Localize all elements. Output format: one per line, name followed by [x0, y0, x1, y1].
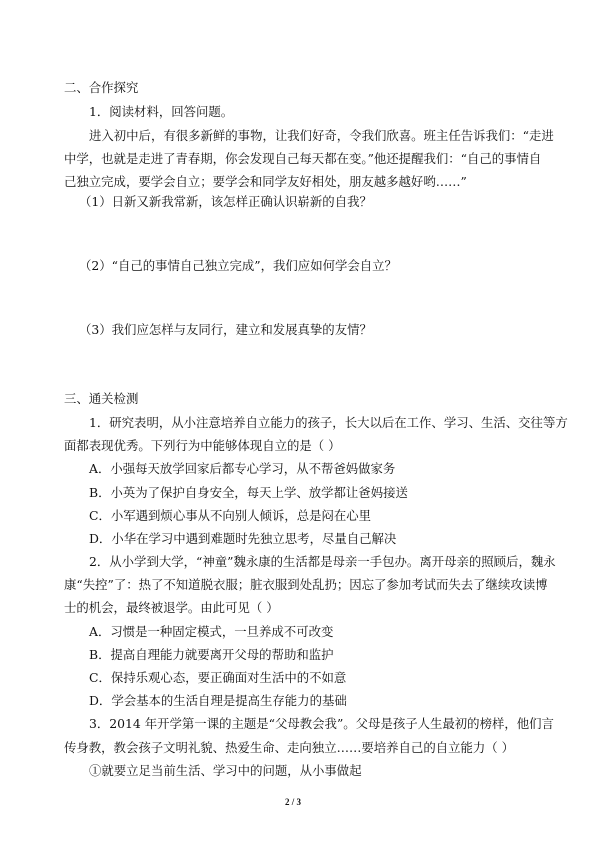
question-1-prompt: 1．阅读材料，回答问题。: [89, 104, 234, 119]
section-heading-cooperative-inquiry: 二、合作探究: [64, 80, 139, 95]
answer-option: D．学会基本的生活自理是提高生存能力的基础: [89, 693, 347, 708]
answer-option: C．保持乐观心态，要正确面对生活中的不如意: [89, 670, 347, 685]
material-line: 进入初中后，有很多新鲜的事物，让我们好奇，令我们欣喜。班主任告诉我们：“走进: [89, 128, 554, 143]
page-number: 2 / 3: [285, 797, 302, 807]
sub-question-2: （2）“自己的事情自己独立完成”，我们应如何学会自立？: [79, 258, 397, 273]
question-text-line: 传身教，教会孩子文明礼貌、热爱生命、走向独立……要培养自己的自立能力（ ）: [64, 740, 515, 755]
question-text-line: 2．从小学到大学，“神童”魏永康的生活都是母亲一手包办。离开母亲的照顾后，魏永: [89, 554, 556, 569]
question-text-line: 士的机会，最终被退学。由此可见（ ）: [64, 600, 279, 615]
answer-option: A．习惯是一种固定模式，一旦养成不可改变: [89, 624, 334, 639]
answer-option: B．提高自理能力就要离开父母的帮助和监护: [89, 647, 334, 662]
answer-option: D．小华在学习中遇到难题时先独立思考，尽量自己解决: [89, 531, 397, 546]
question-text-line: 1．研究表明，从小注意培养自立能力的孩子，长大以后在工作、学习、生活、交往等方: [89, 415, 568, 430]
section-heading-level-test: 三、通关检测: [64, 391, 139, 406]
answer-option: B．小英为了保护自身安全，每天上学、放学都让爸妈接送: [89, 485, 408, 500]
question-text-line: 3．2014 年开学第一课的主题是“父母教会我”。父母是孩子人生最初的榜样，他们言: [89, 716, 554, 731]
material-line: 己独立完成，要学会自立；要学会和同学友好相处，朋友越多越好哟……”: [64, 174, 467, 189]
answer-option: C．小军遇到烦心事从不向别人倾诉，总是闷在心里: [89, 508, 372, 523]
sub-question-1: （1）日新又新我常新，该怎样正确认识崭新的自我？: [79, 194, 372, 209]
sub-question-3: （3）我们应怎样与友同行，建立和发展真挚的友情？: [79, 322, 372, 337]
question-text-line: 康“失控”了：热了不知道脱衣服；脏衣服到处乱扔；因忘了参加考试而失去了继续攻读博: [64, 577, 548, 592]
answer-statement: ①就要立足当前生活、学习中的问题，从小事做起: [89, 763, 362, 778]
question-text-line: 面都表现优秀。下列行为中能够体现自立的是（ ）: [64, 438, 341, 453]
material-line: 中学，也就是走进了青春期，你会发现自己每天都在变。”他还提醒我们：“自己的事情自: [64, 151, 542, 166]
answer-option: A．小强每天放学回家后都专心学习，从不帮爸妈做家务: [89, 461, 396, 476]
